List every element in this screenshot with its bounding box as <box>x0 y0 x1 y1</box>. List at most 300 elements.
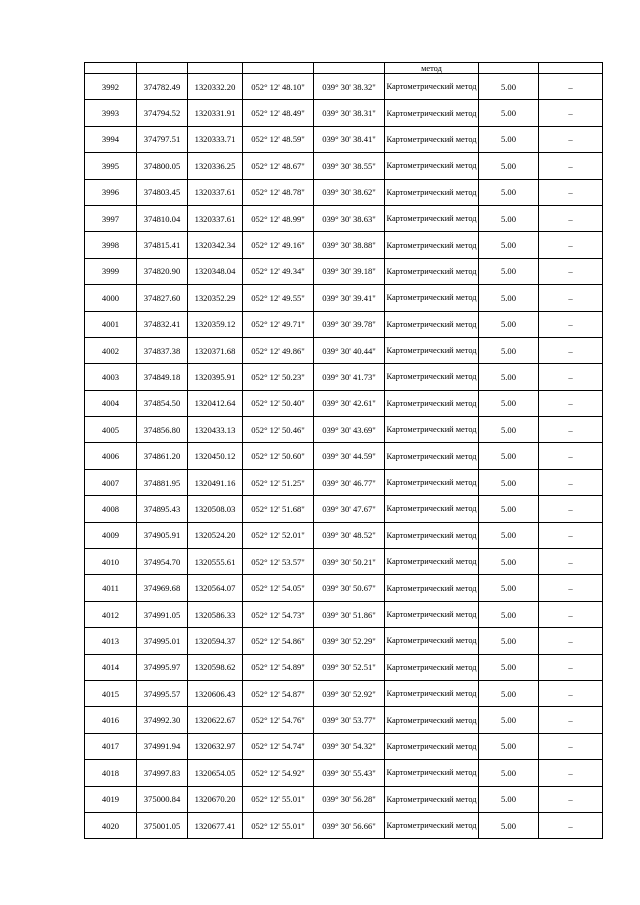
cell-lat: 052° 12' 48.59" <box>243 126 314 152</box>
cell-accuracy <box>479 63 539 74</box>
table-row <box>85 680 603 706</box>
cell-method <box>385 63 479 74</box>
table-row <box>85 337 603 363</box>
cell-point: 4016 <box>85 707 137 733</box>
cell-x: 374849.18 <box>137 364 188 390</box>
table-row <box>85 443 603 469</box>
cell-point: 4020 <box>85 812 137 838</box>
method-text: Картометрический метод <box>386 214 477 224</box>
cell-note: – <box>539 680 603 706</box>
cell-note: – <box>539 311 603 337</box>
cell-y: 1320622.67 <box>188 707 243 733</box>
cell-y: 1320524.20 <box>188 522 243 548</box>
cell-lon: 039° 30' 40.44" <box>314 337 385 363</box>
cell-lon: 039° 30' 42.61" <box>314 390 385 416</box>
cell-lon: 039° 30' 56.28" <box>314 786 385 812</box>
cell-x: 374820.90 <box>137 258 188 284</box>
cell-lat: 052° 12' 50.23" <box>243 364 314 390</box>
table-row <box>85 179 603 205</box>
cell-y: 1320333.71 <box>188 126 243 152</box>
continuation-row <box>85 63 603 74</box>
cell-lat: 052° 12' 53.57" <box>243 549 314 575</box>
cell-lon: 039° 30' 51.86" <box>314 601 385 627</box>
cell-accuracy: 5.00 <box>479 364 539 390</box>
table-row <box>85 126 603 152</box>
cell-accuracy: 5.00 <box>479 496 539 522</box>
cell-x: 375000.84 <box>137 786 188 812</box>
cell-note: – <box>539 522 603 548</box>
cell-lon: 039° 30' 52.29" <box>314 628 385 654</box>
cell-accuracy: 5.00 <box>479 74 539 100</box>
method-text: Картометрический метод <box>386 293 477 303</box>
table-row <box>85 549 603 575</box>
method-text: Картометрический метод <box>386 504 477 514</box>
cell-lat: 052° 12' 49.55" <box>243 285 314 311</box>
cell-point: 4012 <box>85 601 137 627</box>
cell-y: 1320359.12 <box>188 311 243 337</box>
cell-accuracy: 5.00 <box>479 628 539 654</box>
cell-method <box>385 417 479 443</box>
cell-method <box>385 628 479 654</box>
cell-lat: 052° 12' 48.67" <box>243 153 314 179</box>
cell-method <box>385 786 479 812</box>
method-text: Картометрический метод <box>386 161 477 171</box>
cell-lat: 052° 12' 48.49" <box>243 100 314 126</box>
cell-x: 374991.94 <box>137 733 188 759</box>
cell-lat: 052° 12' 55.01" <box>243 812 314 838</box>
cell-x: 374997.83 <box>137 760 188 786</box>
cell-point: 3994 <box>85 126 137 152</box>
table-row <box>85 390 603 416</box>
method-text: Картометрический метод <box>386 478 477 488</box>
cell-x: 374969.68 <box>137 575 188 601</box>
cell-method <box>385 812 479 838</box>
cell-method <box>385 680 479 706</box>
cell-point: 3995 <box>85 153 137 179</box>
table-row <box>85 522 603 548</box>
cell-x: 374794.52 <box>137 100 188 126</box>
method-text: Картометрический метод <box>386 689 477 699</box>
cell-note: – <box>539 390 603 416</box>
cell-point: 4019 <box>85 786 137 812</box>
cell-lon: 039° 30' 38.63" <box>314 205 385 231</box>
cell-lat: 052° 12' 51.25" <box>243 469 314 495</box>
cell-note: – <box>539 179 603 205</box>
cell-point: 4005 <box>85 417 137 443</box>
cell-y: 1320433.13 <box>188 417 243 443</box>
cell-x: 374991.05 <box>137 601 188 627</box>
method-text: Картометрический метод <box>386 557 477 567</box>
cell-point: 4011 <box>85 575 137 601</box>
cell-y: 1320395.91 <box>188 364 243 390</box>
cell-x: 374800.05 <box>137 153 188 179</box>
cell-accuracy: 5.00 <box>479 680 539 706</box>
cell-note: – <box>539 337 603 363</box>
cell-lat: 052° 12' 54.73" <box>243 601 314 627</box>
cell-method <box>385 469 479 495</box>
cell-lat: 052° 12' 54.76" <box>243 707 314 733</box>
cell-lat: 052° 12' 54.89" <box>243 654 314 680</box>
method-text: Картометрический метод <box>386 610 477 619</box>
method-text: Картометрический метод <box>386 583 477 593</box>
cell-method <box>385 126 479 152</box>
cell-lat: 052° 12' 50.60" <box>243 443 314 469</box>
cell-note: – <box>539 628 603 654</box>
cell-lat: 052° 12' 54.05" <box>243 575 314 601</box>
cell-accuracy: 5.00 <box>479 153 539 179</box>
cell-method <box>385 760 479 786</box>
cell-y: 1320677.41 <box>188 812 243 838</box>
cell-x: 374837.38 <box>137 337 188 363</box>
cell-lon: 039° 30' 38.41" <box>314 126 385 152</box>
cell-y: 1320598.62 <box>188 654 243 680</box>
method-text: Картометрический метод <box>386 266 477 276</box>
method-text: Картометрический метод <box>386 82 477 92</box>
cell-accuracy: 5.00 <box>479 232 539 258</box>
cell-point: 4001 <box>85 311 137 337</box>
method-text: Картометрический метод <box>386 768 477 778</box>
cell-method <box>385 364 479 390</box>
cell-lat: 052° 12' 49.16" <box>243 232 314 258</box>
table-row <box>85 364 603 390</box>
cell-note: – <box>539 126 603 152</box>
cell-method <box>385 390 479 416</box>
cell-lon: 039° 30' 48.52" <box>314 522 385 548</box>
cell-note: – <box>539 153 603 179</box>
cell-lon: 039° 30' 47.67" <box>314 496 385 522</box>
cell-point: 4004 <box>85 390 137 416</box>
cell-y: 1320508.03 <box>188 496 243 522</box>
cell-accuracy: 5.00 <box>479 733 539 759</box>
cell-x: 374861.20 <box>137 443 188 469</box>
cell-lat: 052° 12' 48.10" <box>243 74 314 100</box>
method-carry-text: метод <box>421 63 442 73</box>
cell-accuracy: 5.00 <box>479 522 539 548</box>
cell-point: 3993 <box>85 100 137 126</box>
cell-y: 1320654.05 <box>188 760 243 786</box>
cell-lon: 039° 30' 43.69" <box>314 417 385 443</box>
cell-x <box>137 63 188 74</box>
cell-accuracy: 5.00 <box>479 443 539 469</box>
cell-x: 374995.97 <box>137 654 188 680</box>
method-text: Картометрический метод <box>386 741 477 751</box>
cell-method <box>385 575 479 601</box>
cell-point: 4008 <box>85 496 137 522</box>
cell-point: 4017 <box>85 733 137 759</box>
cell-lon: 039° 30' 38.31" <box>314 100 385 126</box>
cell-method <box>385 100 479 126</box>
cell-point: 4009 <box>85 522 137 548</box>
cell-accuracy: 5.00 <box>479 760 539 786</box>
cell-method <box>385 522 479 548</box>
cell-x: 374895.43 <box>137 496 188 522</box>
cell-lat: 052° 12' 49.86" <box>243 337 314 363</box>
method-text: Картометрический метод <box>386 372 477 382</box>
cell-method <box>385 205 479 231</box>
cell-point: 4002 <box>85 337 137 363</box>
table-row <box>85 232 603 258</box>
cell-note: – <box>539 707 603 733</box>
table-row <box>85 760 603 786</box>
cell-note: – <box>539 285 603 311</box>
cell-x: 374803.45 <box>137 179 188 205</box>
cell-method <box>385 496 479 522</box>
cell-note: – <box>539 232 603 258</box>
cell-lon: 039° 30' 41.73" <box>314 364 385 390</box>
table-row <box>85 812 603 838</box>
cell-lon: 039° 30' 52.92" <box>314 680 385 706</box>
cell-lon: 039° 30' 39.41" <box>314 285 385 311</box>
cell-y: 1320352.29 <box>188 285 243 311</box>
cell-note: – <box>539 654 603 680</box>
cell-accuracy: 5.00 <box>479 707 539 733</box>
method-text: Картометрический метод <box>386 398 477 408</box>
cell-y: 1320412.64 <box>188 390 243 416</box>
cell-lon: 039° 30' 39.18" <box>314 258 385 284</box>
method-text: Картометрический метод <box>386 134 477 144</box>
cell-point: 4003 <box>85 364 137 390</box>
cell-x: 375001.05 <box>137 812 188 838</box>
cell-note: – <box>539 549 603 575</box>
cell-point: 4007 <box>85 469 137 495</box>
cell-x: 374905.91 <box>137 522 188 548</box>
cell-x: 374854.50 <box>137 390 188 416</box>
cell-y <box>188 63 243 74</box>
cell-method <box>385 337 479 363</box>
cell-lat: 052° 12' 50.46" <box>243 417 314 443</box>
cell-accuracy: 5.00 <box>479 258 539 284</box>
table-row <box>85 258 603 284</box>
cell-accuracy: 5.00 <box>479 285 539 311</box>
cell-lon: 039° 30' 38.62" <box>314 179 385 205</box>
cell-method <box>385 733 479 759</box>
cell-x: 374815.41 <box>137 232 188 258</box>
cell-lon: 039° 30' 38.88" <box>314 232 385 258</box>
cell-method <box>385 311 479 337</box>
cell-lat: 052° 12' 54.86" <box>243 628 314 654</box>
cell-y: 1320450.12 <box>188 443 243 469</box>
cell-note: – <box>539 417 603 443</box>
cell-lat: 052° 12' 52.01" <box>243 522 314 548</box>
cell-note: – <box>539 258 603 284</box>
cell-method <box>385 285 479 311</box>
cell-x: 374992.30 <box>137 707 188 733</box>
cell-accuracy: 5.00 <box>479 337 539 363</box>
cell-lat: 052° 12' 49.34" <box>243 258 314 284</box>
cell-accuracy: 5.00 <box>479 601 539 627</box>
cell-lon: 039° 30' 38.32" <box>314 74 385 100</box>
cell-note: – <box>539 205 603 231</box>
cell-method <box>385 74 479 100</box>
cell-y: 1320586.33 <box>188 601 243 627</box>
table-row <box>85 628 603 654</box>
cell-accuracy: 5.00 <box>479 100 539 126</box>
cell-note: – <box>539 601 603 627</box>
cell-point: 4018 <box>85 760 137 786</box>
cell-x: 374827.60 <box>137 285 188 311</box>
cell-y: 1320348.04 <box>188 258 243 284</box>
cell-x: 374797.51 <box>137 126 188 152</box>
table-row <box>85 469 603 495</box>
cell-point: 4006 <box>85 443 137 469</box>
cell-point: 3999 <box>85 258 137 284</box>
cell-y: 1320342.34 <box>188 232 243 258</box>
cell-note: – <box>539 812 603 838</box>
cell-point <box>85 63 137 74</box>
method-text: Картометрический метод <box>386 108 477 118</box>
method-text: Картометрический метод <box>386 319 477 329</box>
table-row <box>85 100 603 126</box>
method-text: Картометрический метод <box>386 636 477 646</box>
cell-point: 4010 <box>85 549 137 575</box>
cell-lon: 039° 30' 54.32" <box>314 733 385 759</box>
cell-accuracy: 5.00 <box>479 654 539 680</box>
cell-lat: 052° 12' 48.78" <box>243 179 314 205</box>
cell-method <box>385 601 479 627</box>
method-text: Картометрический метод <box>386 451 477 461</box>
cell-y: 1320337.61 <box>188 205 243 231</box>
cell-accuracy: 5.00 <box>479 205 539 231</box>
cell-note: – <box>539 469 603 495</box>
cell-lon: 039° 30' 50.67" <box>314 575 385 601</box>
cell-note: – <box>539 760 603 786</box>
cell-lat: 052° 12' 55.01" <box>243 786 314 812</box>
table-row <box>85 205 603 231</box>
method-text: Картометрический метод <box>386 662 477 672</box>
method-text: Картометрический метод <box>386 187 477 197</box>
table-row <box>85 285 603 311</box>
table-row <box>85 417 603 443</box>
method-text: Картометрический метод <box>386 715 477 725</box>
cell-method <box>385 707 479 733</box>
cell-accuracy: 5.00 <box>479 575 539 601</box>
method-text: Картометрический метод <box>386 530 477 540</box>
cell-note: – <box>539 443 603 469</box>
table-row <box>85 496 603 522</box>
cell-accuracy: 5.00 <box>479 786 539 812</box>
cell-lat: 052° 12' 49.71" <box>243 311 314 337</box>
cell-y: 1320491.16 <box>188 469 243 495</box>
cell-x: 374954.70 <box>137 549 188 575</box>
cell-lon: 039° 30' 56.66" <box>314 812 385 838</box>
method-text: Картометрический метод <box>386 821 477 831</box>
method-text: Картометрический метод <box>386 240 477 250</box>
cell-note: – <box>539 786 603 812</box>
cell-y: 1320331.91 <box>188 100 243 126</box>
cell-point: 3998 <box>85 232 137 258</box>
cell-point: 3992 <box>85 74 137 100</box>
cell-lat: 052° 12' 50.40" <box>243 390 314 416</box>
cell-method <box>385 153 479 179</box>
cell-note: – <box>539 100 603 126</box>
table-row <box>85 311 603 337</box>
cell-y: 1320371.68 <box>188 337 243 363</box>
cell-lon: 039° 30' 38.55" <box>314 153 385 179</box>
cell-method <box>385 179 479 205</box>
cell-y: 1320336.25 <box>188 153 243 179</box>
cell-accuracy: 5.00 <box>479 417 539 443</box>
cell-note <box>539 63 603 74</box>
table-row <box>85 575 603 601</box>
cell-method <box>385 443 479 469</box>
table-row <box>85 153 603 179</box>
cell-accuracy: 5.00 <box>479 390 539 416</box>
table-body <box>85 63 603 839</box>
cell-y: 1320555.61 <box>188 549 243 575</box>
cell-lon: 039° 30' 50.21" <box>314 549 385 575</box>
method-text: Картометрический метод <box>386 346 477 356</box>
method-text: Картометрический метод <box>386 794 477 804</box>
cell-lat: 052° 12' 51.68" <box>243 496 314 522</box>
cell-lat: 052° 12' 54.74" <box>243 733 314 759</box>
cell-method <box>385 232 479 258</box>
cell-accuracy: 5.00 <box>479 311 539 337</box>
cell-accuracy: 5.00 <box>479 469 539 495</box>
cell-accuracy: 5.00 <box>479 549 539 575</box>
cell-lat <box>243 63 314 74</box>
cell-note: – <box>539 575 603 601</box>
table-row <box>85 654 603 680</box>
cell-lat: 052° 12' 48.99" <box>243 205 314 231</box>
cell-y: 1320594.37 <box>188 628 243 654</box>
table-row <box>85 707 603 733</box>
cell-note: – <box>539 364 603 390</box>
cell-point: 4014 <box>85 654 137 680</box>
cell-lon: 039° 30' 52.51" <box>314 654 385 680</box>
cell-method <box>385 258 479 284</box>
cell-point: 3996 <box>85 179 137 205</box>
table-row <box>85 74 603 100</box>
cell-point: 4015 <box>85 680 137 706</box>
table-row <box>85 733 603 759</box>
cell-y: 1320670.20 <box>188 786 243 812</box>
cell-x: 374881.95 <box>137 469 188 495</box>
cell-lon: 039° 30' 53.77" <box>314 707 385 733</box>
cell-y: 1320632.97 <box>188 733 243 759</box>
cell-lon <box>314 63 385 74</box>
cell-lat: 052° 12' 54.92" <box>243 760 314 786</box>
table-row <box>85 786 603 812</box>
cell-note: – <box>539 496 603 522</box>
cell-accuracy: 5.00 <box>479 179 539 205</box>
cell-x: 374995.57 <box>137 680 188 706</box>
cell-accuracy: 5.00 <box>479 812 539 838</box>
cell-lon: 039° 30' 44.59" <box>314 443 385 469</box>
cell-lon: 039° 30' 46.77" <box>314 469 385 495</box>
cell-y: 1320337.61 <box>188 179 243 205</box>
cell-note: – <box>539 74 603 100</box>
cell-method <box>385 654 479 680</box>
table-row <box>85 601 603 627</box>
cell-x: 374832.41 <box>137 311 188 337</box>
cell-x: 374810.04 <box>137 205 188 231</box>
cell-point: 4000 <box>85 285 137 311</box>
cell-lat: 052° 12' 54.87" <box>243 680 314 706</box>
cell-note: – <box>539 733 603 759</box>
cell-lon: 039° 30' 39.78" <box>314 311 385 337</box>
cell-lon: 039° 30' 55.43" <box>314 760 385 786</box>
cell-x: 374856.80 <box>137 417 188 443</box>
cell-y: 1320332.20 <box>188 74 243 100</box>
cell-point: 4013 <box>85 628 137 654</box>
cell-y: 1320564.07 <box>188 575 243 601</box>
cell-y: 1320606.43 <box>188 680 243 706</box>
cell-x: 374782.49 <box>137 74 188 100</box>
cell-point: 3997 <box>85 205 137 231</box>
cell-x: 374995.01 <box>137 628 188 654</box>
cell-accuracy: 5.00 <box>479 126 539 152</box>
cell-method <box>385 549 479 575</box>
